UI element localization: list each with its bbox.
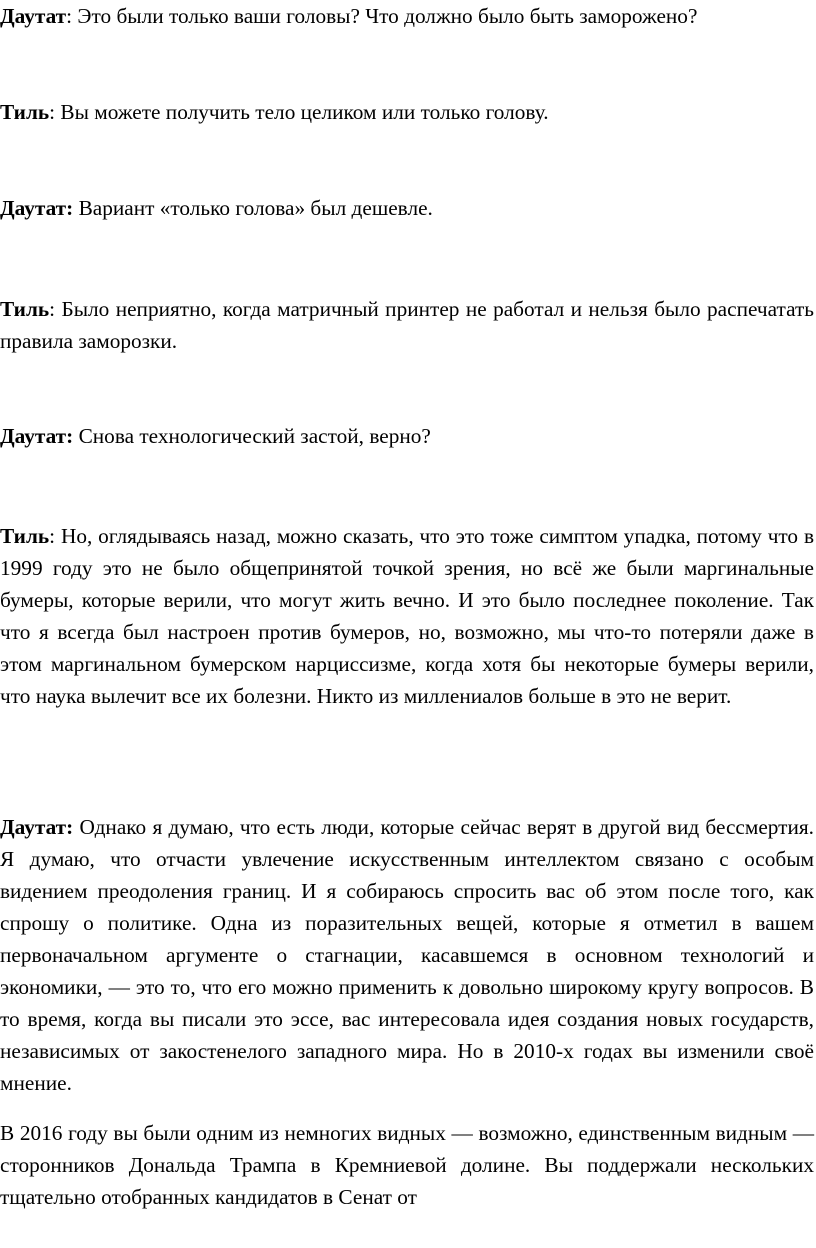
paragraph-text: Вы можете получить тело целиком или только голову. [60, 100, 549, 124]
paragraph-text: Однако я думаю, что есть люди, которые сейчас верят в другой вид бессмертия. Я думаю, что отчасти увлечение искусственным интеллектом связано с особым видением преодоления границ. И я собираюсь спросить вас об этом после того, как спрошу о политике. Одна из поразительных вещей, которые я отметил в вашем первоначальном аргументе о стагнации, касавшемся в основном технологий и экономики, — это то, что его можно применить к довольно широкому кругу вопросов. В то время, когда вы писали это эссе, вас интересовала идея создания новых государств, независимых от закостенелого западного мира. Но в 2010-х годах вы изменили своё мнение. [0, 815, 814, 1095]
speaker-name: Даутат [0, 4, 67, 28]
speaker-name: Даутат: [0, 196, 74, 220]
paragraph-text: Снова технологический застой, верно? [78, 424, 431, 448]
speaker-separator: : [49, 100, 61, 124]
dialogue-paragraph-2 [0, 96, 814, 128]
speaker-name: Тиль [0, 524, 50, 548]
paragraph-text: Это были только ваши головы? Что должно было быть заморожено? [77, 4, 698, 28]
dialogue-paragraph-7 [0, 811, 814, 1099]
speaker-separator: : [66, 4, 78, 28]
speaker-name: Даутат: [0, 815, 74, 839]
speaker-name: Тиль [0, 297, 50, 321]
paragraph-text: В 2016 году вы были одним из немногих видных — возможно, единственным видным — сторонников Дональда Трампа в Кремниевой долине. Вы поддержали нескольких тщательно отобранных кандидатов в Сенат от [0, 1121, 814, 1209]
dialogue-paragraph-4 [0, 293, 814, 357]
dialogue-paragraph-1 [0, 0, 814, 32]
dialogue-paragraph-5 [0, 420, 814, 452]
speaker-name: Даутат: [0, 424, 74, 448]
paragraph-text: Но, оглядываясь назад, можно сказать, что это тоже симптом упадка, потому что в 1999 году это не было общепринятой точкой зрения, но всё же были маргинальные бумеры, которые верили, что могут жить вечно. И это было последнее поколение. Так что я всегда был настроен против бумеров, но, возможно, мы что-то потеряли даже в этом маргинальном бумерском нарциссизме, когда хотя бы некоторые бумеры верили, что наука вылечит все их болезни. Никто из миллениалов больше в это не верит. [0, 524, 814, 708]
speaker-name: Тиль [0, 100, 50, 124]
paragraph-text: Вариант «только голова» был дешевле. [78, 196, 433, 220]
paragraph-text: Было неприятно, когда матричный принтер не работал и нельзя было распечатать правила заморозки. [0, 297, 814, 353]
speaker-separator: : [49, 524, 61, 548]
dialogue-paragraph-6 [0, 520, 814, 712]
speaker-separator: : [49, 297, 62, 321]
dialogue-paragraph-3 [0, 192, 814, 224]
body-paragraph-8 [0, 1117, 814, 1213]
